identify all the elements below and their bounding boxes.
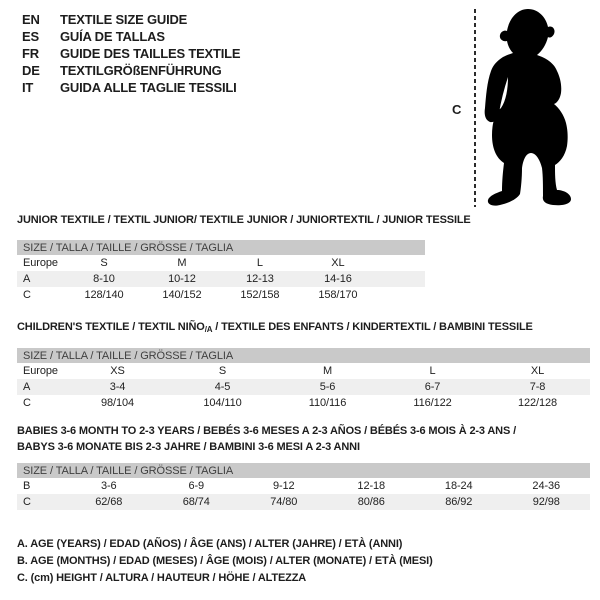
title-line-2: BABYS 3-6 MONATE BIS 2-3 JAHRE / BAMBINI 3-6 MESI A 2-3 ANNI [17, 441, 360, 453]
size-header-bar: SIZE / TALLA / TAILLE / GRÖSSE / TAGLIA [17, 240, 425, 255]
size-header-bar: SIZE / TALLA / TAILLE / GRÖSSE / TAGLIA [17, 463, 590, 478]
table-row-europe [17, 255, 425, 271]
height-cell: 68/74 [182, 496, 210, 508]
size-cell: XL [331, 257, 345, 269]
junior-textile-section [17, 212, 471, 303]
filler-cell [377, 287, 425, 303]
height-measure-label: C [452, 102, 462, 117]
language-label: TEXTILGRÖßENFÜHRUNG [60, 63, 222, 78]
height-cell: 62/68 [95, 496, 123, 508]
age-cell: 6-7 [424, 381, 441, 393]
age-cell: 12-18 [357, 480, 386, 492]
table-row-height [17, 395, 590, 411]
legend-footnotes [17, 536, 433, 587]
age-cell: 24-36 [532, 480, 561, 492]
height-cell: 74/80 [270, 496, 298, 508]
age-cell: 5-6 [319, 381, 336, 393]
filler-cell [377, 271, 425, 287]
age-cell: 9-12 [272, 480, 295, 492]
babies-size-table [17, 463, 590, 510]
height-cell: 116/122 [413, 397, 452, 409]
row-label: C [23, 289, 31, 301]
age-cell: 3-4 [109, 381, 126, 393]
table-row-age [17, 271, 425, 287]
title-line-1: BABIES 3-6 MONTH TO 2-3 YEARS / BEBÉS 3-6 MESES A 2-3 AÑOS / BÉBÉS 3-6 MOIS À 2-3 ANS / [17, 425, 516, 437]
language-row-fr [22, 45, 240, 62]
table-row-age-months [17, 478, 590, 494]
junior-size-table [17, 240, 425, 303]
height-cell: 86/92 [445, 496, 473, 508]
size-cell: L [429, 365, 436, 377]
size-cell: XS [110, 365, 125, 377]
language-row-es [22, 28, 240, 45]
language-label: GUIDE DES TAILLES TEXTILE [60, 46, 241, 61]
row-label: C [23, 496, 31, 508]
height-measure-dashed-line [474, 9, 476, 207]
children-size-table [17, 348, 590, 411]
height-cell: 158/170 [318, 289, 358, 301]
row-label: A [23, 381, 31, 393]
language-label: TEXTILE SIZE GUIDE [60, 12, 188, 27]
row-label: Europe [23, 365, 58, 377]
table-row-age [17, 379, 590, 395]
language-code: EN [22, 12, 40, 27]
language-row-de [22, 62, 240, 79]
table-row-height [17, 494, 590, 510]
height-cell: 128/140 [84, 289, 124, 301]
size-cell: XL [530, 365, 545, 377]
title-text: / TEXTILE DES ENFANTS / KINDERTEXTIL / BAMBINI TESSILE [212, 321, 533, 333]
height-cell: 140/152 [162, 289, 202, 301]
height-cell: 122/128 [517, 397, 558, 409]
title-text: CHILDREN'S TEXTILE / TEXTIL NIÑO [17, 321, 205, 333]
language-code: IT [22, 80, 34, 95]
size-header-bar: SIZE / TALLA / TAILLE / GRÖSSE / TAGLIA [17, 348, 590, 363]
size-cell: L [256, 257, 263, 269]
age-cell: 12-13 [246, 273, 274, 285]
height-cell: 98/104 [100, 397, 135, 409]
language-code: ES [22, 29, 39, 44]
row-label: C [23, 397, 31, 409]
language-label: GUÍA DE TALLAS [60, 29, 165, 44]
footnote-b: B. AGE (MONTHS) / EDAD (MESES) / ÂGE (MOIS) / ALTER (MONATE) / ETÀ (MESI) [17, 555, 433, 567]
table-row-height [17, 287, 425, 303]
age-cell: 14-16 [324, 273, 352, 285]
size-cell: S [218, 365, 227, 377]
children-textile-section [17, 319, 590, 411]
row-label: A [23, 273, 31, 285]
footnote-a: A. AGE (YEARS) / EDAD (AÑOS) / ÂGE (ANS) / ALTER (JAHRE) / ETÀ (ANNI) [17, 538, 403, 550]
age-cell: 7-8 [529, 381, 546, 393]
language-list [22, 11, 240, 96]
age-cell: 8-10 [93, 273, 115, 285]
age-cell: 6-9 [188, 480, 205, 492]
row-label: B [23, 480, 31, 492]
size-cell: M [322, 365, 333, 377]
language-row-it [22, 79, 240, 96]
size-cell: M [177, 257, 187, 269]
junior-table-title: JUNIOR TEXTILE / TEXTIL JUNIOR/ TEXTILE JUNIOR / JUNIORTEXTIL / JUNIOR TESSILE [17, 214, 471, 226]
row-label: Europe [23, 257, 58, 269]
table-row-europe [17, 363, 590, 379]
children-table-title [17, 319, 590, 336]
language-code: DE [22, 63, 40, 78]
height-cell: 110/116 [308, 397, 347, 409]
filler-cell [377, 255, 425, 271]
babies-table-title [17, 423, 590, 455]
height-cell: 104/110 [203, 397, 242, 409]
language-label: GUIDA ALLE TAGLIE TESSILI [60, 80, 237, 95]
toddler-silhouette [480, 5, 580, 211]
age-cell: 3-6 [100, 480, 117, 492]
age-cell: 10-12 [168, 273, 196, 285]
language-code: FR [22, 46, 39, 61]
title-subscript: /A [204, 325, 213, 334]
footnote-c: C. (cm) HEIGHT / ALTURA / HAUTEUR / HÖHE / ALTEZZA [17, 572, 307, 584]
height-cell: 152/158 [240, 289, 280, 301]
age-cell: 4-5 [214, 381, 231, 393]
height-cell: 80/86 [357, 496, 385, 508]
language-row-en [22, 11, 240, 28]
height-cell: 92/98 [532, 496, 560, 508]
age-cell: 18-24 [444, 480, 473, 492]
babies-textile-section [17, 423, 590, 510]
size-cell: S [100, 257, 108, 269]
